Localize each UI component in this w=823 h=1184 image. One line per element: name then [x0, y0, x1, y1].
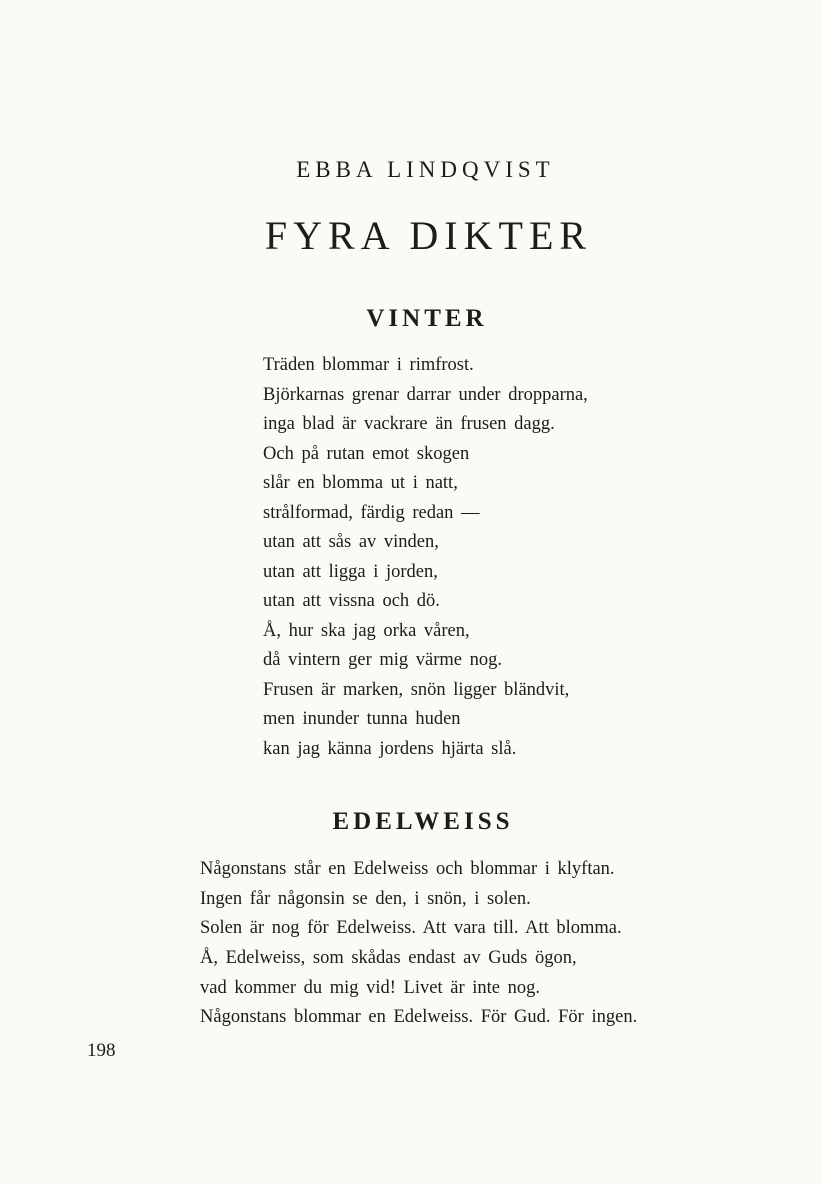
page-title: FYRA DIKTER: [264, 213, 593, 258]
poem-line: Frusen är marken, snön ligger bländvit,: [263, 679, 570, 700]
poem-line: strålformad, färdig redan —: [263, 502, 480, 523]
poem-line: vad kommer du mig vid! Livet är inte nog.: [200, 977, 540, 998]
poem-line: Solen är nog för Edelweiss. Att vara till. Att blomma.: [200, 918, 622, 939]
page-number: 198: [87, 1040, 116, 1061]
poem-line: Träden blommar i rimfrost.: [263, 355, 474, 375]
poem-line: Å, hur ska jag orka våren,: [263, 620, 470, 641]
poem-line: Å, Edelweiss, som skådas endast av Guds ögon,: [200, 948, 577, 969]
poem-line: utan att sås av vinden,: [263, 532, 439, 552]
poem-line: utan att vissna och dö.: [263, 591, 440, 611]
poem-line: Någonstans blommar en Edelweiss. För Gud. För ingen.: [200, 1007, 638, 1028]
author-name: EBBA LINDQVIST: [296, 157, 555, 182]
poem-line: Och på rutan emot skogen: [263, 443, 470, 464]
poem-line: inga blad är vackrare än frusen dagg.: [263, 414, 555, 434]
poem-body-edelweiss: [200, 855, 637, 1033]
poem-line: Björkarnas grenar darrar under dropparna,: [263, 384, 588, 405]
poem-line: slår en blomma ut i natt,: [263, 473, 458, 493]
poem-line: då vintern ger mig värme nog.: [263, 650, 502, 670]
poem-line: Någonstans står en Edelweiss och blommar i klyftan.: [200, 859, 615, 879]
poem-line: men inunder tunna huden: [263, 709, 461, 729]
poem-title-edelweiss: EDELWEISS: [332, 808, 514, 835]
poem-line: Ingen får någonsin se den, i snön, i solen.: [200, 888, 531, 909]
poem-line: kan jag känna jordens hjärta slå.: [263, 738, 517, 759]
poem-title-vinter: VINTER: [366, 305, 488, 332]
poem-body-vinter: [263, 351, 588, 764]
poem-line: utan att ligga i jorden,: [263, 561, 438, 582]
